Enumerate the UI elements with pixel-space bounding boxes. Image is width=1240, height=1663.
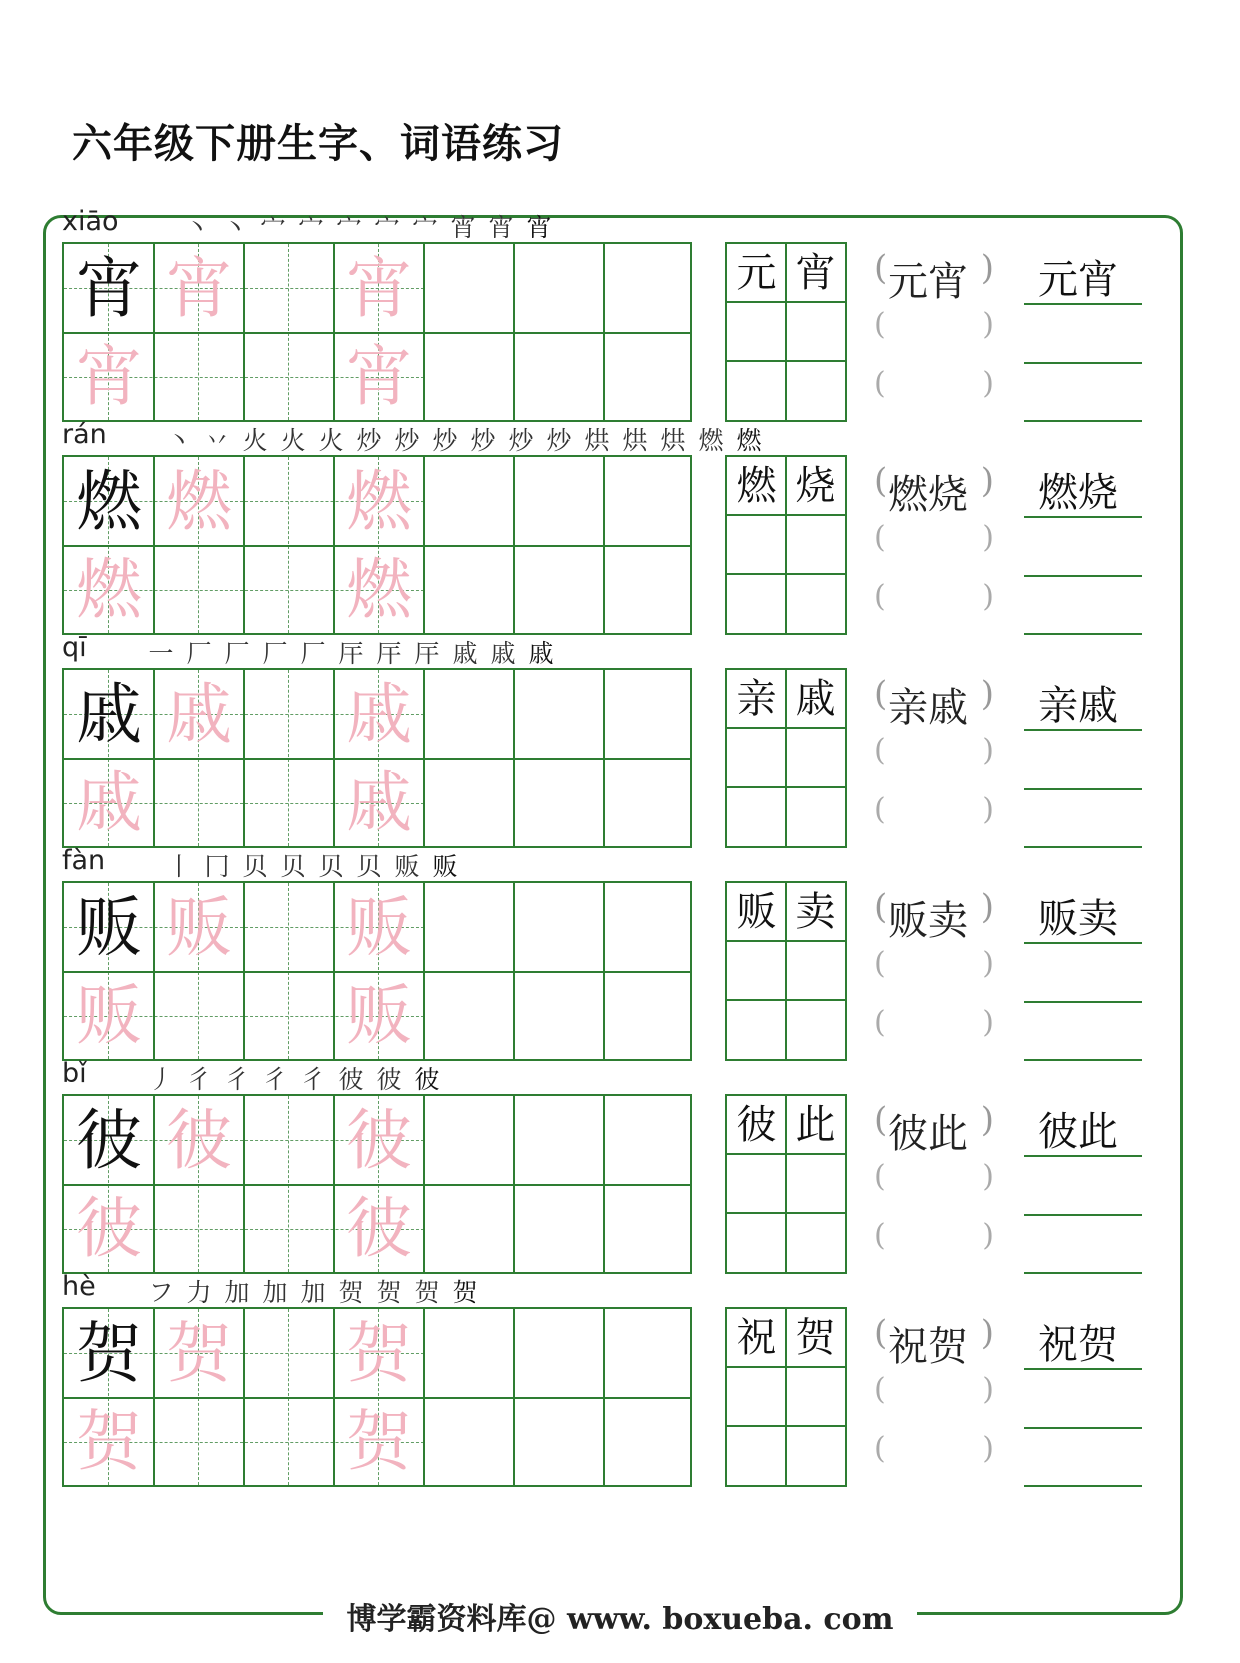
stroke-step: 炒 (356, 426, 382, 455)
paren-right: ) (980, 1313, 994, 1353)
trace-character: 燃 (166, 463, 232, 540)
trace-character: 贺 (346, 1315, 412, 1392)
paren-blank (874, 786, 994, 844)
stroke-step: 厂 (224, 639, 250, 668)
paren-blank (874, 1153, 994, 1211)
stroke-step: 丶 (166, 426, 192, 455)
grid-line (727, 360, 845, 362)
pinyin: rán (62, 419, 107, 450)
paren-word (874, 881, 994, 944)
writing-line (1024, 303, 1142, 305)
section-2 (0, 632, 1240, 858)
paren-word (874, 242, 994, 305)
trace-character: 宵 (166, 250, 232, 327)
stroke-step: 力 (186, 1278, 212, 1307)
stroke-step: 厈 (376, 639, 402, 668)
writing-line (1024, 1214, 1142, 1216)
stroke-step: 炒 (394, 426, 420, 455)
stroke-step: 贺 (414, 1278, 440, 1307)
writing-grid (62, 1307, 692, 1487)
word-character: 此 (795, 1102, 836, 1148)
writing-line (1024, 1485, 1142, 1487)
stroke-step: 宵 (526, 213, 552, 242)
trace-character: 贩 (346, 977, 412, 1054)
paren-right: ) (982, 1372, 994, 1407)
section-3 (0, 845, 1240, 1071)
model-character: 燃 (76, 463, 142, 540)
trace-character: 彼 (346, 1102, 412, 1179)
trace-character: 贩 (346, 889, 412, 966)
paren-left: ( (874, 248, 888, 288)
grid-line (727, 1212, 845, 1214)
underline-word: 亲戚 (1038, 683, 1118, 729)
paren-right: ) (980, 1100, 994, 1140)
paren-blank (874, 940, 994, 998)
paren-right: ) (982, 946, 994, 981)
paren-word-text: 亲戚 (888, 685, 968, 731)
trace-character: 宵 (346, 338, 412, 415)
stroke-step: 丷 (204, 426, 230, 455)
stroke-step: 火 (280, 426, 306, 455)
trace-character: 戚 (166, 676, 232, 753)
paren-word (874, 668, 994, 731)
paren-word (874, 1307, 994, 1370)
stroke-step: 厂 (186, 639, 212, 668)
stroke-step: 宀 (260, 213, 286, 242)
model-character: 贩 (76, 889, 142, 966)
paren-left: ( (874, 887, 888, 927)
stroke-step: 宀 (298, 213, 324, 242)
trace-character: 戚 (346, 764, 412, 841)
paren-right: ) (982, 307, 994, 342)
word-grid (725, 1307, 847, 1487)
guide-line (288, 1309, 289, 1485)
stroke-step: フ (148, 1278, 174, 1307)
word-character: 祝 (736, 1315, 777, 1361)
word-character: 燃 (736, 463, 777, 509)
paren-right: ) (982, 520, 994, 555)
paren-blank (874, 360, 994, 418)
grid-line (727, 1425, 845, 1427)
stroke-step: 火 (242, 426, 268, 455)
paren-right: ) (982, 579, 994, 614)
paren-left: ( (874, 1005, 886, 1040)
writing-line (1024, 788, 1142, 790)
word-character: 戚 (795, 676, 836, 722)
guide-line (288, 457, 289, 633)
stroke-step: 厈 (414, 639, 440, 668)
trace-character: 彼 (166, 1102, 232, 1179)
stroke-step: 烘 (660, 426, 686, 455)
word-grid (725, 881, 847, 1061)
writing-grid (62, 1094, 692, 1274)
paren-word-text: 彼此 (888, 1111, 968, 1157)
model-character: 戚 (76, 676, 142, 753)
paren-right: ) (982, 1005, 994, 1040)
stroke-step: 戚 (452, 639, 478, 668)
writing-line (1024, 1368, 1142, 1370)
footer-text: 博学霸资料库@ www. boxueba. com (323, 1594, 918, 1638)
writing-line (1024, 1001, 1142, 1003)
grid-line (727, 786, 845, 788)
paren-left: ( (874, 946, 886, 981)
stroke-step: 冂 (204, 852, 230, 881)
word-character: 元 (736, 250, 777, 296)
paren-left: ( (874, 792, 886, 827)
stroke-step: 彳 (300, 1065, 326, 1094)
stroke-step: 炒 (508, 426, 534, 455)
trace-character: 贺 (346, 1403, 412, 1480)
stroke-step: 丨 (166, 852, 192, 881)
writing-line (1024, 516, 1142, 518)
paren-left: ( (874, 579, 886, 614)
word-grid (725, 455, 847, 635)
writing-line (1024, 362, 1142, 364)
stroke-step: 加 (262, 1278, 288, 1307)
stroke-step: 烘 (622, 426, 648, 455)
stroke-step: 贝 (318, 852, 344, 881)
paren-blank (874, 573, 994, 631)
model-character: 宵 (76, 250, 142, 327)
pinyin: hè (62, 1271, 96, 1302)
paren-word (874, 455, 994, 518)
paren-left: ( (874, 1159, 886, 1194)
writing-line (1024, 575, 1142, 577)
stroke-step: 加 (300, 1278, 326, 1307)
stroke-order (146, 1273, 480, 1309)
stroke-step: 燃 (698, 426, 724, 455)
underline-word: 贩卖 (1038, 896, 1118, 942)
stroke-step: 厂 (262, 639, 288, 668)
paren-word-text: 燃烧 (888, 472, 968, 518)
stroke-step: 贝 (280, 852, 306, 881)
paren-blank (874, 727, 994, 785)
stroke-step: 丶 (184, 213, 210, 242)
stroke-step: 彳 (224, 1065, 250, 1094)
stroke-order (164, 421, 764, 457)
stroke-step: 燃 (736, 426, 762, 455)
stroke-step: 厈 (338, 639, 364, 668)
trace-character: 燃 (346, 551, 412, 628)
trace-character: 彼 (76, 1190, 142, 1267)
stroke-step: 贩 (394, 852, 420, 881)
stroke-step: 宀 (412, 213, 438, 242)
trace-character: 燃 (76, 551, 142, 628)
paren-left: ( (874, 520, 886, 555)
stroke-step: 一 (148, 639, 174, 668)
stroke-step: 彳 (262, 1065, 288, 1094)
paren-blank (874, 1366, 994, 1424)
stroke-step: 贺 (452, 1278, 478, 1307)
paren-left: ( (874, 674, 888, 714)
stroke-step: 炒 (470, 426, 496, 455)
trace-character: 贺 (166, 1315, 232, 1392)
trace-character: 燃 (346, 463, 412, 540)
model-character: 彼 (76, 1102, 142, 1179)
stroke-order (164, 847, 460, 883)
stroke-step: 贝 (242, 852, 268, 881)
word-character: 宵 (795, 250, 836, 296)
word-character: 贩 (736, 889, 777, 935)
writing-line (1024, 729, 1142, 731)
paren-right: ) (982, 792, 994, 827)
word-grid (725, 1094, 847, 1274)
stroke-step: 炒 (432, 426, 458, 455)
underline-word: 元宵 (1038, 257, 1118, 303)
paren-blank (874, 514, 994, 572)
word-character: 烧 (795, 463, 836, 509)
paren-left: ( (874, 461, 888, 501)
pinyin: qī (62, 632, 87, 663)
writing-grid (62, 668, 692, 848)
word-grid (725, 242, 847, 422)
section-4 (0, 1058, 1240, 1284)
stroke-step: 丶 (222, 213, 248, 242)
stroke-step: 加 (224, 1278, 250, 1307)
stroke-step: 宵 (488, 213, 514, 242)
word-character: 贺 (795, 1315, 836, 1361)
stroke-step: 彼 (376, 1065, 402, 1094)
trace-character: 戚 (76, 764, 142, 841)
page-title: 六年级下册生字、词语练习 (72, 121, 564, 167)
underline-word: 彼此 (1038, 1109, 1118, 1155)
trace-character: 贩 (166, 889, 232, 966)
stroke-step: 宵 (450, 213, 476, 242)
stroke-step: 宀 (374, 213, 400, 242)
paren-blank (874, 999, 994, 1057)
paren-blank (874, 301, 994, 359)
writing-grid (62, 881, 692, 1061)
paren-right: ) (982, 1218, 994, 1253)
stroke-step: 厂 (300, 639, 326, 668)
paren-word-text: 祝贺 (888, 1324, 968, 1370)
pinyin: fàn (62, 845, 106, 876)
paren-right: ) (982, 1159, 994, 1194)
trace-character: 彼 (346, 1190, 412, 1267)
trace-character: 宵 (76, 338, 142, 415)
paren-right: ) (982, 733, 994, 768)
stroke-step: 贝 (356, 852, 382, 881)
word-character: 卖 (795, 889, 836, 935)
guide-line (288, 883, 289, 1059)
stroke-step: 贩 (432, 852, 458, 881)
writing-grid (62, 455, 692, 635)
stroke-order (182, 208, 554, 244)
grid-line (727, 999, 845, 1001)
paren-right: ) (980, 887, 994, 927)
paren-right: ) (982, 366, 994, 401)
paren-right: ) (982, 1431, 994, 1466)
guide-line (288, 1096, 289, 1272)
paren-left: ( (874, 1100, 888, 1140)
stroke-step: 宀 (336, 213, 362, 242)
paren-left: ( (874, 1313, 888, 1353)
writing-line (1024, 942, 1142, 944)
stroke-step: 炒 (546, 426, 572, 455)
paren-blank (874, 1425, 994, 1483)
underline-word: 燃烧 (1038, 470, 1118, 516)
trace-character: 贺 (76, 1403, 142, 1480)
model-character: 贺 (76, 1315, 142, 1392)
paren-left: ( (874, 733, 886, 768)
underline-word: 祝贺 (1038, 1322, 1118, 1368)
word-grid (725, 668, 847, 848)
paren-word (874, 1094, 994, 1157)
section-5 (0, 1271, 1240, 1497)
paren-left: ( (874, 307, 886, 342)
stroke-step: 火 (318, 426, 344, 455)
pinyin: bǐ (62, 1058, 87, 1089)
paren-right: ) (980, 674, 994, 714)
section-1 (0, 419, 1240, 645)
paren-word-text: 贩卖 (888, 898, 968, 944)
pinyin: xiāo (62, 206, 119, 237)
footer (0, 1594, 1240, 1638)
section-0 (0, 206, 1240, 432)
paren-right: ) (980, 461, 994, 501)
stroke-order (146, 1060, 442, 1096)
grid-line (727, 573, 845, 575)
guide-line (288, 244, 289, 420)
word-character: 彼 (736, 1102, 777, 1148)
guide-line (288, 670, 289, 846)
writing-grid (62, 242, 692, 422)
stroke-step: 贺 (376, 1278, 402, 1307)
stroke-step: 彼 (338, 1065, 364, 1094)
stroke-step: 贺 (338, 1278, 364, 1307)
paren-word-text: 元宵 (888, 259, 968, 305)
word-character: 亲 (736, 676, 777, 722)
stroke-step: 戚 (528, 639, 554, 668)
paren-blank (874, 1212, 994, 1270)
writing-line (1024, 1155, 1142, 1157)
stroke-step: 彳 (186, 1065, 212, 1094)
trace-character: 贩 (76, 977, 142, 1054)
stroke-step: 烘 (584, 426, 610, 455)
stroke-order (146, 634, 556, 670)
writing-line (1024, 1427, 1142, 1429)
stroke-step: 戚 (490, 639, 516, 668)
trace-character: 戚 (346, 676, 412, 753)
stroke-step: 彼 (414, 1065, 440, 1094)
stroke-step: 丿 (148, 1065, 174, 1094)
paren-left: ( (874, 1372, 886, 1407)
paren-left: ( (874, 1218, 886, 1253)
paren-left: ( (874, 1431, 886, 1466)
trace-character: 宵 (346, 250, 412, 327)
paren-left: ( (874, 366, 886, 401)
paren-right: ) (980, 248, 994, 288)
